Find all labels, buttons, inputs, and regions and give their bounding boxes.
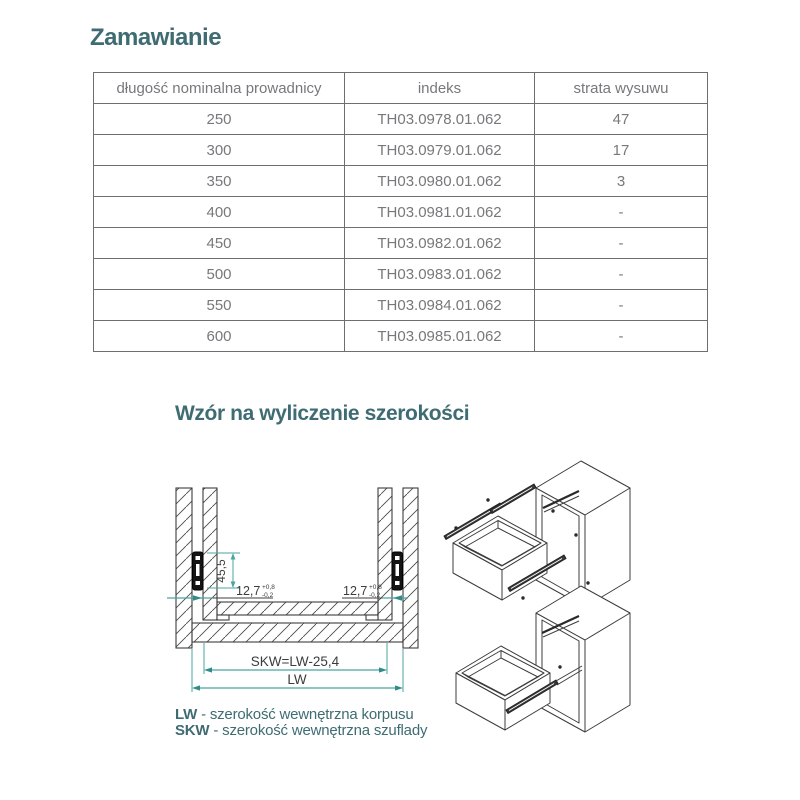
cabinet-bottom-panel bbox=[192, 623, 403, 642]
dimension-offset-right bbox=[342, 584, 382, 599]
exploded-drawer-diagram bbox=[444, 461, 630, 607]
svg-text:12,7: 12,7 bbox=[236, 584, 261, 598]
table-row: 600 TH03.0985.01.062 - bbox=[94, 321, 708, 352]
table-row: 500 TH03.0983.01.062 - bbox=[94, 259, 708, 290]
loose-rail-upper bbox=[490, 484, 536, 514]
svg-text:SKW=LW-25,4: SKW=LW-25,4 bbox=[250, 654, 340, 669]
svg-text:12,7: 12,7 bbox=[343, 584, 368, 598]
diagram-legend bbox=[175, 707, 427, 739]
legend-desc-lw: - szerokość wewnętrzna korpusu bbox=[201, 706, 414, 723]
section-title-ordering: Zamawianie bbox=[90, 24, 222, 51]
legend-item-lw bbox=[175, 707, 427, 723]
slide-rail-left bbox=[193, 552, 204, 590]
screw-dots bbox=[558, 665, 561, 668]
legend-desc-skw: - szerokość wewnętrzna szuflady bbox=[213, 722, 428, 739]
table-row: 300 TH03.0979.01.062 17 bbox=[94, 135, 708, 166]
svg-text:LW: LW bbox=[287, 672, 307, 687]
legend-term-skw: SKW bbox=[175, 722, 210, 739]
svg-text:-0,2: -0,2 bbox=[262, 592, 274, 599]
ordering-table bbox=[93, 72, 708, 352]
assembled-drawer-diagram bbox=[456, 586, 630, 732]
cabinet-box bbox=[536, 586, 630, 732]
drawer-box bbox=[453, 516, 547, 600]
svg-text:-0,2: -0,2 bbox=[369, 592, 381, 599]
table-row: 450 TH03.0982.01.062 - bbox=[94, 228, 708, 259]
cabinet-box bbox=[536, 461, 630, 607]
cabinet-cross-section-diagram bbox=[160, 455, 450, 705]
dimension-offset-left bbox=[213, 584, 275, 599]
col-header-index: indeks bbox=[345, 73, 535, 104]
table-row: 250 TH03.0978.01.062 47 bbox=[94, 104, 708, 135]
section-title-formula: Wzór na wyliczenie szerokości bbox=[175, 402, 470, 425]
col-header-loss: strata wysuwu bbox=[535, 73, 708, 104]
drawer-side-panels bbox=[203, 488, 392, 620]
svg-text:+0,8: +0,8 bbox=[369, 584, 382, 591]
slide-rail-right bbox=[392, 552, 403, 590]
dimension-skw bbox=[204, 643, 387, 674]
legend-term-lw: LW bbox=[175, 706, 198, 723]
table-row: 400 TH03.0981.01.062 - bbox=[94, 197, 708, 228]
table-row: 350 TH03.0980.01.062 3 bbox=[94, 166, 708, 197]
svg-text:+0,8: +0,8 bbox=[262, 584, 275, 591]
drawer-3d-illustrations bbox=[438, 448, 668, 760]
drawer-bottom-panel bbox=[217, 602, 378, 620]
svg-text:45,5: 45,5 bbox=[214, 559, 229, 583]
table-header-row bbox=[94, 73, 708, 104]
col-header-length: długość nominalna prowadnicy bbox=[94, 73, 345, 104]
table-row: 550 TH03.0984.01.062 - bbox=[94, 290, 708, 321]
legend-item-skw bbox=[175, 723, 427, 739]
